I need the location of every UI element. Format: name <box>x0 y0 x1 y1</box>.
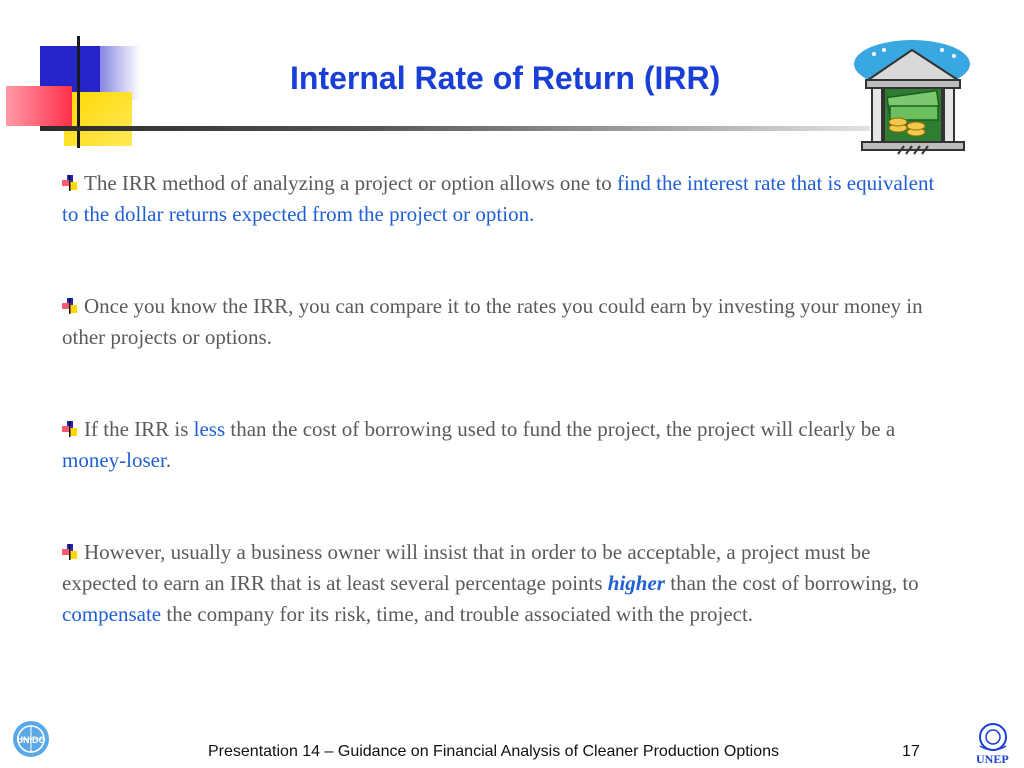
bullet-paragraph-1 <box>62 168 942 230</box>
bullet-1-part-1: The IRR method of analyzing a project or option allows one to <box>84 171 618 195</box>
deco-vertical-line <box>77 36 80 148</box>
bullet-paragraph-3 <box>62 414 942 476</box>
bullet-4-part-1: However, usually a business owner will insist that in order to be acceptable, a project must be expected to earn an IRR that is at least several percentage points <box>62 540 871 595</box>
unido-logo <box>6 718 56 764</box>
bullet-3-part-2: less <box>193 417 226 441</box>
bullet-4-part-5: the company for its risk, time, and trouble associated with the project. <box>161 602 754 626</box>
bank-icon <box>850 36 980 160</box>
bullet-3-part-1: If the IRR is <box>84 417 194 441</box>
bullet-1-part-2: find the interest rate that is equivalent to the dollar returns expected from the project or option. <box>62 171 935 226</box>
unido-logo-text: UNIDO <box>16 735 46 745</box>
bullet-icon <box>62 175 78 191</box>
bullet-2-part-1: Once you know the IRR, you can compare it to the rates you could earn by investing your money in other projects or options. <box>62 294 923 349</box>
deco-yellow-block <box>64 92 132 146</box>
bullet-4-part-3: than the cost of borrowing, to <box>664 571 919 595</box>
deco-red-block <box>6 86 72 126</box>
bullet-3-part-4: money-loser <box>62 448 166 472</box>
bullet-icon <box>62 298 78 314</box>
bullet-paragraph-2 <box>62 291 942 353</box>
page-number: 17 <box>902 743 920 760</box>
bullet-4-part-4: compensate <box>62 602 162 626</box>
title-underline <box>40 126 870 131</box>
bullet-paragraph-4 <box>62 537 942 630</box>
bullet-icon <box>62 544 78 560</box>
bullet-3-part-5: . <box>165 448 172 472</box>
bullet-4-part-2: higher <box>607 571 665 595</box>
slide-title: Internal Rate of Return (IRR) <box>290 60 721 96</box>
unep-logo-text: UNEP <box>976 752 1009 766</box>
bullet-3-part-3: than the cost of borrowing used to fund the project, the project will clearly be a <box>225 417 896 441</box>
footer-text: Presentation 14 – Guidance on Financial Analysis of Cleaner Production Options <box>208 743 780 760</box>
bullet-icon <box>62 421 78 437</box>
